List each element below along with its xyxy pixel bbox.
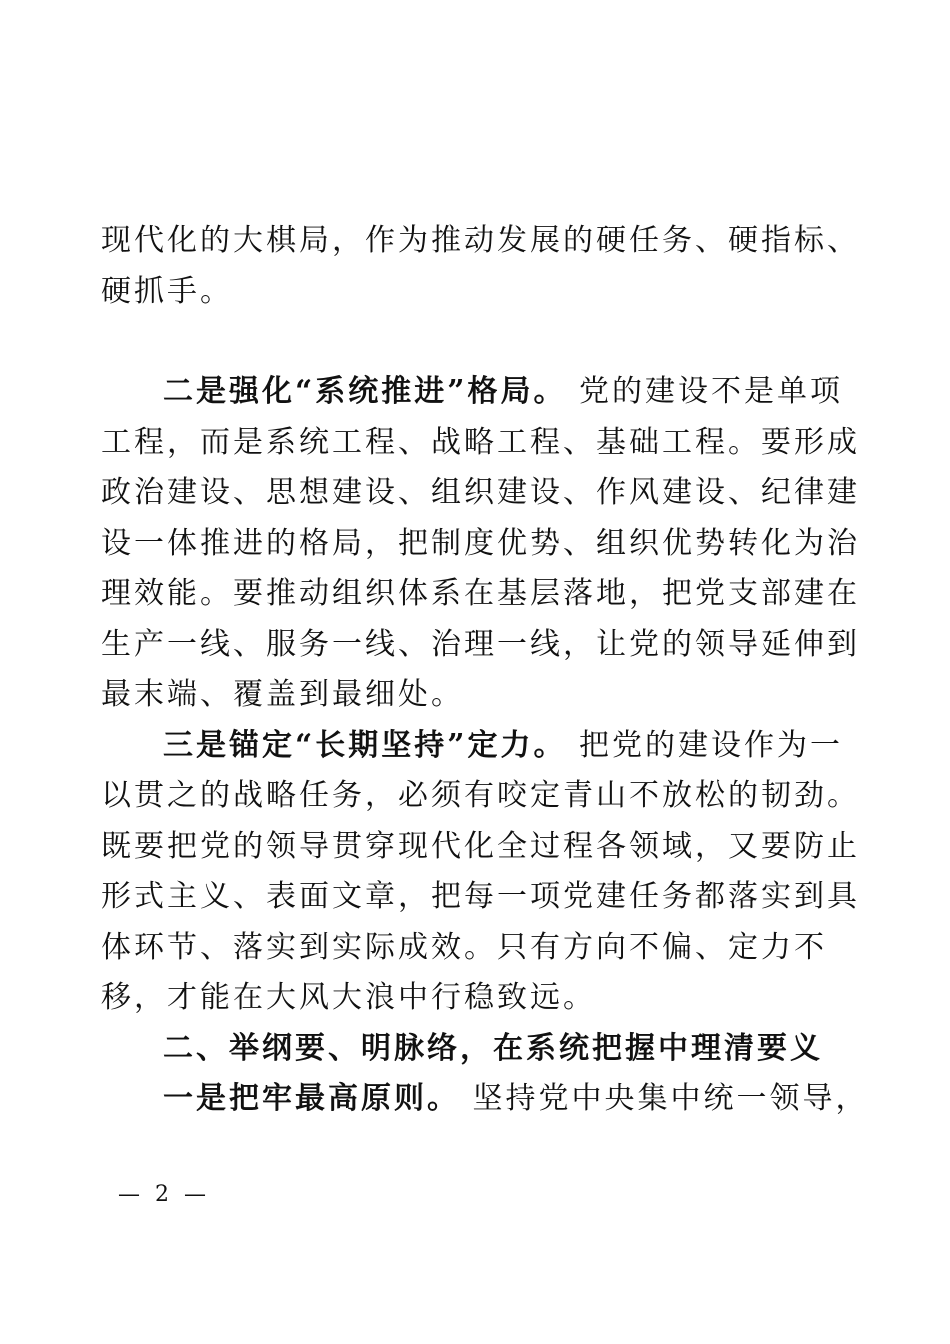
paragraph-heading: 三是锚定“长期坚持”定力。 bbox=[163, 727, 567, 763]
page-body bbox=[101, 216, 869, 1125]
paragraph-gap bbox=[101, 317, 861, 367]
paragraph-three-first-line bbox=[101, 721, 861, 772]
text-line: 最末端、覆盖到最细处。 bbox=[101, 677, 464, 712]
text-line: 硬抓手。 bbox=[101, 273, 233, 309]
text-line: 理效能。要推动组织体系在基层落地，把党支部建在 bbox=[101, 576, 860, 611]
text-line: 以贯之的战略任务，必须有咬定青山不放松的韧劲。 bbox=[101, 778, 860, 813]
section-heading: 二、举纲要、明脉络，在系统把握中理清要义 bbox=[163, 1030, 823, 1066]
text-line: 生产一线、服务一线、治理一线，让党的领导延伸到 bbox=[101, 626, 860, 662]
text-line: 体环节、落实到实际成效。只有方向不偏、定力不 bbox=[101, 929, 827, 965]
text-line: 现代化的大棋局，作为推动发展的硬任务、硬指标、 bbox=[101, 223, 860, 258]
paragraph-heading: 一是把牢最高原则。 bbox=[163, 1081, 460, 1116]
text-line: 政治建设、思想建设、组织建设、作风建设、纪律建 bbox=[101, 475, 860, 510]
page-number: — 2 — bbox=[118, 1182, 210, 1207]
paragraph-four-first-line bbox=[101, 1074, 869, 1125]
text-line: 工程，而是系统工程、战略工程、基础工程。要形成 bbox=[101, 424, 860, 460]
paragraph-text: 把党的建设作为一 bbox=[566, 727, 844, 763]
text-line: 设一体推进的格局，把制度优势、组织优势转化为治 bbox=[101, 525, 860, 561]
text-line: 形式主义、表面文章，把每一项党建任务都落实到具 bbox=[101, 879, 860, 914]
paragraph-text: 党的建设不是单项 bbox=[566, 374, 844, 409]
paragraph-heading: 二是强化“系统推进”格局。 bbox=[163, 374, 567, 409]
text-line: 既要把党的领导贯穿现代化全过程各领域，又要防止 bbox=[101, 828, 860, 864]
text-line: 移，才能在大风大浪中行稳致远。 bbox=[101, 980, 596, 1015]
paragraph-two-first-line bbox=[101, 367, 861, 418]
paragraph-text: 坚持党中央集中统一领导， bbox=[460, 1081, 869, 1116]
